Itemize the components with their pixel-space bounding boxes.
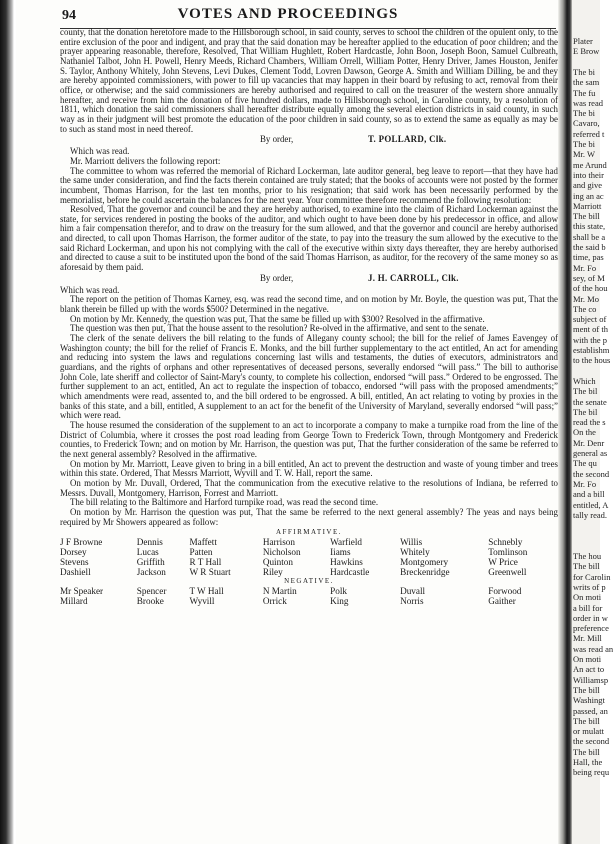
facing-page-fragment: of the hou	[573, 283, 608, 294]
facing-page-fragment: Mr. Denr	[573, 437, 605, 448]
facing-page-fragment: read the s	[573, 417, 606, 428]
facing-page-fragment: ment of th	[573, 324, 608, 335]
facing-page-fragment: and a bill	[573, 489, 605, 500]
voter-name: Gaither	[488, 596, 516, 607]
facing-page-fragment: this state,	[573, 221, 606, 232]
facing-page-fragment: me Arund	[573, 159, 607, 170]
voter-name: Whitely	[400, 547, 430, 558]
facing-page-fragment: establishm	[573, 345, 610, 355]
facing-page-fragment: shall be a	[573, 231, 606, 242]
voter-name: Brooke	[136, 596, 164, 607]
facing-page-fragment: Williamsp	[573, 674, 609, 685]
facing-page-fragment: Mr. Fo	[573, 478, 597, 489]
facing-page-fragment: subject of	[573, 314, 607, 325]
voter-name: Mr Speaker	[60, 586, 104, 597]
facing-page-fragment: the second	[573, 468, 610, 479]
facing-page-fragment: Washingt	[573, 695, 605, 706]
facing-page-fragment: Marriott	[573, 200, 602, 211]
facing-page-fragment: ing an ac	[573, 190, 604, 201]
vote-row	[60, 586, 558, 596]
facing-page-fragment: Hall, the	[573, 757, 603, 767]
voter-name: Forwood	[488, 586, 522, 597]
facing-page-fragment: The bil	[573, 406, 598, 417]
voter-name: Spencer	[136, 586, 167, 597]
vote-table	[60, 528, 558, 606]
voter-name: Willis	[400, 537, 423, 548]
voter-name: King	[330, 596, 349, 607]
voter-name: Patten	[189, 547, 213, 558]
facing-page-fragment: for Carolin	[573, 571, 611, 582]
voter-name: Harrison	[262, 537, 295, 548]
voter-name: Polk	[330, 586, 347, 597]
paragraph: On motion by Mr. Harrison the question was put, That the same be referred to the next general assembly? The yeas and nays being required by Mr Showers appeared as follow:	[60, 506, 558, 527]
facing-page-fragment: the second	[573, 736, 610, 747]
paragraph: Mr. Marriott delivers the following report:	[70, 155, 221, 166]
paragraph: The question was then put, That the house assent to the resolution? Re-olved in the affirmative, and sent to the senate.	[70, 323, 489, 334]
paragraph: On motion by Mr. Kennedy, the question was put, That the same be filled up with $300? Resolved in the affirmative.	[70, 313, 485, 324]
paragraph: The clerk of the senate delivers the bill relating to the funds of Allegany county school; the bill for the relief of James Eavengey of Washington county; the bill for the relief of Francis E. Monks, and the bill further supplementary to the act entitled, An act for amending and reducing into system the laws and regulations concerning last wills and testaments, the duties of executors, administrators and guardians, and the rights of orphans and other representatives of deceased persons, severally endorsed “will pass.” The bill to authorise John Cole, late sheriff and collector of Saint-Mary's county, to complete his collection, endorsed “will pass.” Ordered to be engrossed. The further supplement to an act, entitled, An act to regulate the inspection of tobacco, endorsed “will pass with the proposed amendments;” which amendments were read, assented to, and the bill ordered to be engrossed. A bill, entitled, An act relating to voting by proxies in the banks of this state, and a bill, entitled, A supplement to an act for the benefit of the University of Maryland, severally endorsed “will pass;” which were read.	[60, 333, 558, 421]
facing-page-fragment: Plater	[573, 36, 593, 46]
facing-page-fragment: a bill for	[573, 602, 603, 613]
signature-block	[60, 274, 558, 285]
facing-page-fragment: into their	[573, 169, 604, 180]
paragraph: Resolved, That the governor and council be and they are hereby authorised, to examine into the claim of Richard Lockerman against the state, for services rendered in posting the books of the auditor, and which ought to have been done by his predecessor in office, and allow him a fair compensation therefor, and to draw on the treasury for the sum allowed, and that the governor and council are hereby authorised and directed, to call upon Thomas Harrison, the former auditor of the state, to pay into the treasury the sum allowed by the executive to the said Richard Lockerman, and upon his not complying with the call of the executive within sixty days thereafter, they are hereby authorised and directed to cause a suit to be instituted upon the bond of the said Thomas Harrison, as auditor, for the recovery of the same money so as aforesaid by them paid.	[60, 204, 558, 273]
voter-name: Norris	[400, 596, 424, 607]
voter-name: W R Stuart	[189, 567, 231, 578]
facing-page-fragment: the sam	[573, 77, 600, 88]
facing-page-fragment: The bill	[573, 211, 600, 222]
vote-heading-row	[60, 528, 558, 537]
facing-page-fragment: preference	[573, 623, 609, 634]
voter-name: Maffett	[189, 537, 217, 548]
facing-page-fragment: or mulatt	[573, 726, 604, 737]
facing-page-fragment: Cavaro,	[573, 118, 600, 129]
facing-page-fragment: Which	[573, 375, 596, 386]
voter-name: Riley	[262, 567, 283, 578]
facing-page-fragment: The qu	[573, 458, 597, 469]
paragraph: Which was read.	[70, 146, 130, 157]
voter-name: Duvall	[400, 586, 426, 597]
voter-name: Hardcastle	[330, 567, 370, 578]
facing-page-fragment: writs of p	[573, 581, 606, 592]
voter-name: Greenwell	[488, 567, 527, 578]
vote-heading: AFFIRMATIVE.	[275, 528, 343, 537]
voter-name: Jackson	[136, 567, 166, 578]
facing-page-fragment: was read	[573, 97, 603, 108]
voter-name: Montgomery	[400, 557, 449, 568]
voter-name: Quinton	[262, 557, 293, 568]
binding-edge-left	[0, 0, 14, 844]
voter-name: Stevens	[60, 557, 89, 568]
facing-page-fragment: The bill	[573, 715, 600, 726]
facing-page-fragment: The bi	[573, 66, 595, 77]
page-body	[60, 28, 558, 606]
facing-page-fragment: passed, an	[573, 705, 608, 716]
facing-page-fragment: time, pas	[573, 252, 604, 263]
facing-page-fragment: was read an	[573, 643, 613, 654]
voter-name: Wyvill	[189, 596, 215, 607]
facing-page-fragment: On the	[573, 427, 596, 438]
voter-name: Dashiell	[60, 567, 91, 578]
book-gutter	[558, 0, 572, 844]
facing-page-fragment: Mr. Mill	[573, 633, 602, 644]
facing-page-fragment: The bill	[573, 746, 600, 757]
voter-name: Dorsey	[60, 547, 87, 558]
voter-name: Orrick	[262, 596, 287, 607]
facing-page-fragment: entitled, A	[573, 499, 609, 510]
signature-name: J. H. CARROLL, Clk.	[368, 272, 459, 283]
paragraph: On motion by Mr. Marriott, Leave given to bring in a bill entitled, An act to prevent the destruction and waste of young timber and trees within this state. Ordered, That Messrs Marriott, Wyvill and T. W. Hall, report the same.	[60, 458, 558, 479]
facing-page-fragment: referred t	[573, 128, 605, 139]
facing-page-fragment: The bi	[573, 139, 595, 149]
facing-page-edge	[572, 0, 613, 844]
facing-page-fragment: and give	[573, 180, 603, 191]
paragraph: county, that the donation heretofore made to the Hillsborough school, in said county, serves to school the children of the opulent only, to the entire exclusion of the poor and indigent, and pray that the said donation may be hereafter applied to the education of poor children; and the prayer appearing reasonable, therefore, Resolved, That William Hughlett, Robert Hardcastle, John Boon, Joseph Boon, Samuel Culbreath, Nathaniel Talbot, John H. Powell, Henry Meeds, Richard Chambers, William Orrell, William Potter, Henry Driver, James Houston, Jenifer S. Taylor, Anthony Whitely, John Stevens, Levi Dukes, Clement Todd, Lovren Dawson, George A. Smith and William Dilling, be and they are hereby appointed commissioners, with power to fill up vacancies that may happen in their board by refusing to act, removal from their office, or otherwise; and the said commissioners are hereby authorised and required to call on the treasurer of the western shore annually hereafter, and receive from him the donation of five hundred dollars, made to Hillsborough school, in Caroline county, by a resolution of 1811, which donation the said commissioners shall hereafter distribute equally among the several election districts in said county, in such way as in their judgment will best promote the education of the poor children in said county, so as to extend the same as equally as may be to such as stand most in need thereof.	[60, 27, 558, 134]
vote-row	[60, 557, 558, 567]
vote-row	[60, 567, 558, 577]
voter-name: N Martin	[262, 586, 297, 597]
vote-row	[60, 596, 558, 606]
vote-row	[60, 547, 558, 557]
facing-page-fragment: order in w	[573, 612, 608, 623]
page-header	[16, 4, 560, 26]
facing-page-fragment: The bill	[573, 561, 600, 572]
voter-name: W Price	[488, 557, 518, 568]
facing-page-fragment: The hou	[573, 551, 602, 561]
voter-name: Nicholson	[262, 547, 301, 558]
voter-name: Warfield	[330, 537, 363, 548]
paragraph: On motion by Mr. Duvall, Ordered, That the communication from the executive relative to the resolutions of Indiana, be referred to Messrs. Duvall, Montgomery, Harrison, Forrest and Marriott.	[60, 477, 558, 498]
page-number: 94	[62, 8, 76, 23]
facing-page-fragment: sey, of M	[573, 272, 605, 283]
voter-name: T W Hall	[189, 586, 224, 597]
signature-by: By order,	[260, 272, 294, 283]
voter-name: Lucas	[136, 547, 159, 558]
facing-page-fragment: E Brow	[573, 46, 600, 57]
facing-page-fragment: the senate	[573, 396, 607, 407]
vote-heading: NEGATIVE.	[284, 577, 334, 586]
facing-page-fragment: to the hous	[573, 355, 611, 366]
facing-page-fragment: On moti	[573, 654, 602, 664]
signature-name: T. POLLARD, Clk.	[368, 134, 447, 145]
facing-page-fragment: Mr. Mo	[573, 293, 599, 304]
voter-name: Millard	[60, 596, 88, 607]
signature-by: By order,	[260, 134, 294, 145]
voter-name: Iiams	[330, 547, 351, 558]
paragraph: The bill relating to the Baltimore and Harford turnpike road, was read the second time.	[70, 497, 379, 508]
voter-name: Griffith	[136, 557, 165, 568]
voter-name: J F Browne	[60, 537, 103, 548]
voter-name: Tomlinson	[488, 547, 528, 558]
vote-heading-row	[60, 577, 558, 586]
facing-page-fragment: The bil	[573, 386, 598, 397]
facing-page-fragment: the said b	[573, 242, 606, 252]
voter-name: Dennis	[136, 537, 163, 548]
facing-page-fragment: The fu	[573, 87, 596, 98]
voter-name: Hawkins	[330, 557, 363, 568]
paragraph: The committee to whom was referred the memorial of Richard Lockerman, late auditor general, beg leave to report—that they have had the same under consideration, and find the facts therein contained are truly stated; that the books of accounts were not posted by the former incumbent, Thomas Harrison, for the last ten months, prior to his resignation; that said work has been necessarily performed by the memorialist, before he could ascertain the balances for the next year. Your committee therefore recommend the following resolution:	[60, 165, 558, 205]
facing-page-fragment: The co	[573, 303, 597, 314]
paragraph: The report on the petition of Thomas Karney, esq. was read the second time, and on motion by Mr. Boyle, the question was put, That the blank therein be filled up with the words $500? Determined in the negative.	[60, 294, 558, 315]
paragraph: Which was read.	[60, 284, 120, 295]
paragraph: The house resumed the consideration of the supplement to an act to incorporate a company to make a turnpike road from the line of the District of Columbia, where it crosses the post road leading from George Town to Frederick Town, through Montgomery and Frederick counties, to Frederick Town; and on motion by Mr. Harrison, the question was put, That the further consideration of the same be referred to the next general assembly? Resolved in the affirmative.	[60, 419, 558, 459]
facing-page-fragment: The bi	[573, 108, 595, 119]
voter-name: Schnebly	[488, 537, 523, 548]
signature-block	[60, 135, 558, 146]
facing-page-fragment: Mr. W	[573, 149, 596, 160]
facing-page-fragment: general as	[573, 448, 608, 458]
facing-page-fragment: An act to	[573, 664, 605, 675]
running-head: VOTES AND PROCEEDINGS	[177, 6, 399, 22]
facing-page-fragment: tally read.	[573, 509, 607, 520]
facing-page-fragment: being requ	[573, 767, 610, 778]
facing-page-fragment: with the p	[573, 334, 607, 345]
facing-page-fragment: On moti	[573, 592, 602, 603]
voter-name: Breckenridge	[400, 567, 450, 578]
facing-page-fragment: The bill	[573, 684, 600, 695]
book-page	[16, 0, 560, 844]
voter-name: R T Hall	[189, 557, 222, 568]
vote-row	[60, 537, 558, 547]
facing-page-fragment: Mr. Fo	[573, 262, 597, 273]
